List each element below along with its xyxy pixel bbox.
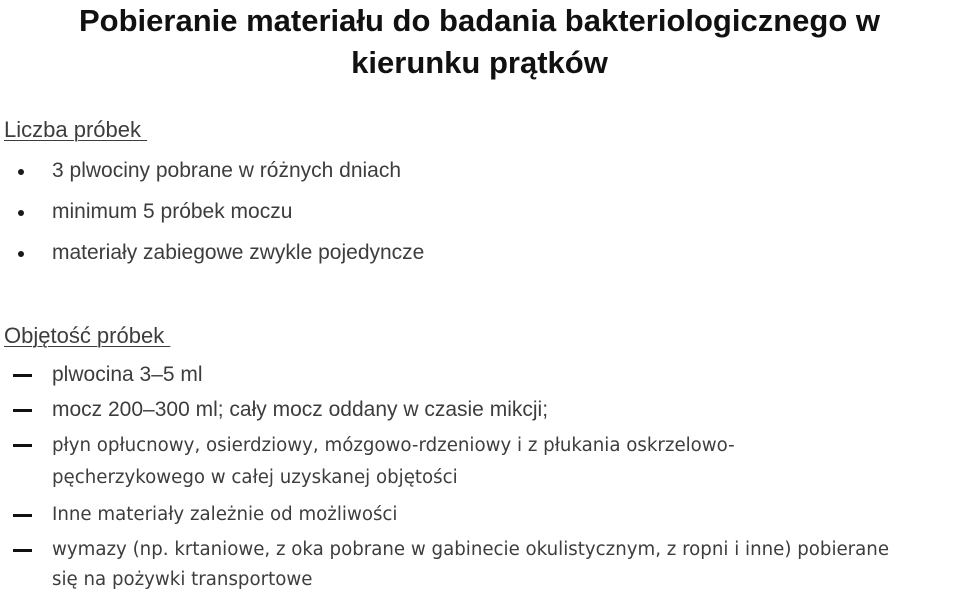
section-heading-sample-volume: Objętość próbek xyxy=(4,323,171,348)
list-item-procedural: materiały zabiegowe zwykle pojedyncze xyxy=(52,241,425,264)
list-item-sputum-volume: plwocina 3–5 ml xyxy=(52,363,203,386)
list-item-fluids-continued: pęcherzykowego w całej uzyskanej objętości xyxy=(52,467,458,488)
dash-bullet-icon xyxy=(13,374,32,377)
bullet-icon xyxy=(18,251,24,257)
bullet-icon xyxy=(18,169,24,175)
dash-bullet-icon xyxy=(13,444,32,447)
slide-title xyxy=(0,0,959,84)
bullet-icon xyxy=(18,210,24,216)
list-item-urine-volume: mocz 200–300 ml; cały mocz oddany w czasie mikcji; xyxy=(52,398,549,421)
slide-title-line-2: kierunku prątków xyxy=(351,45,608,80)
slide-title-line-1: Pobieranie materiału do badania bakteriologicznego w xyxy=(78,3,880,38)
list-item-other-materials: Inne materiały zależnie od możliwości xyxy=(52,504,398,525)
list-item-sputum: 3 plwociny pobrane w różnych dniach xyxy=(52,159,402,182)
list-item-urine: minimum 5 próbek moczu xyxy=(52,200,293,223)
dash-bullet-icon xyxy=(13,409,32,412)
section-heading-sample-count: Liczba próbek xyxy=(4,117,148,142)
list-item-fluids: płyn opłucnowy, osierdziowy, mózgowo-rdzeniowy i z płukania oskrzelowo- xyxy=(52,435,735,456)
list-item-swabs: wymazy (np. krtaniowe, z oka pobrane w gabinecie okulistycznym, z ropni i inne) pobierane xyxy=(52,539,890,560)
dash-bullet-icon xyxy=(13,514,32,517)
list-item-swabs-continued: się na pożywki transportowe xyxy=(52,569,313,590)
dash-bullet-icon xyxy=(13,549,32,552)
